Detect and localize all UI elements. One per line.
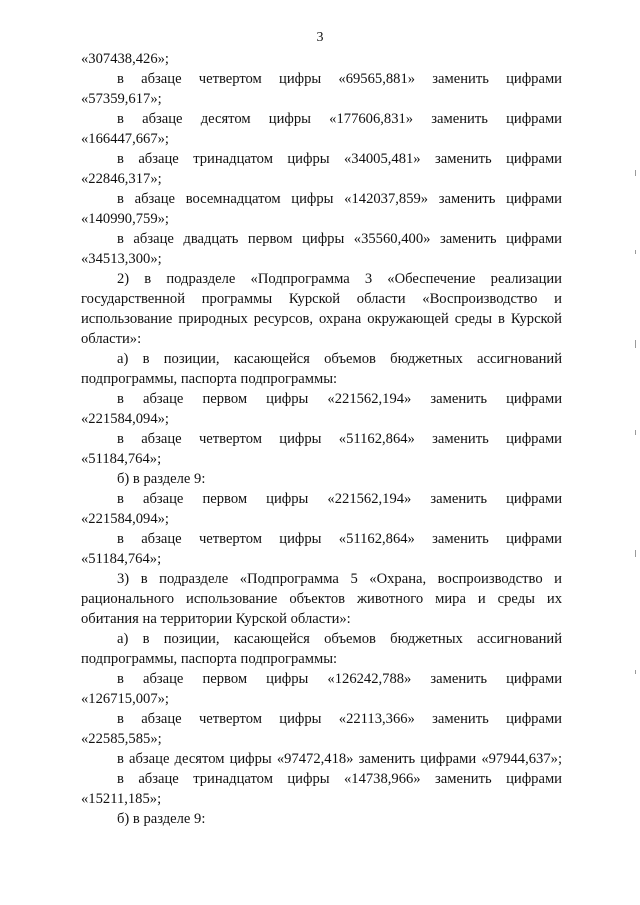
text-line: 2) в подразделе «Подпрограмма 3 «Обеспечение реализации [117,271,562,287]
text-line: в абзаце восемнадцатом цифры «142037,859» заменить цифрами [117,191,562,207]
text-line: в абзаце первом цифры «221562,194» заменить цифрами [117,391,562,407]
text-line: в абзаце десятом цифры «177606,831» заменить цифрами [117,111,562,127]
text-line: в абзаце четвертом цифры «51162,864» заменить цифрами [117,531,562,547]
text-line: в абзаце четвертом цифры «22113,366» заменить цифрами [117,711,562,727]
text-line: в абзаце десятом цифры «97472,418» заменить цифрами «97944,637»; [117,751,562,767]
text-line: «34513,300»; [81,251,162,267]
text-line: использование природных ресурсов, охрана окружающей среды в Курской [81,311,562,327]
text-line: б) в разделе 9: [117,811,206,827]
text-line: «51184,764»; [81,451,162,467]
text-line: 3) в подразделе «Подпрограмма 5 «Охрана, воспроизводство и [117,571,562,587]
text-line: «221584,094»; [81,511,169,527]
text-line: «221584,094»; [81,411,169,427]
text-line: «166447,667»; [81,131,169,147]
text-line: области»: [81,331,142,347]
text-line: в абзаце первом цифры «221562,194» заменить цифрами [117,491,562,507]
text-line: «22846,317»; [81,171,162,187]
text-line: «51184,764»; [81,551,162,567]
text-line: в абзаце тринадцатом цифры «14738,966» заменить цифрами [117,771,562,787]
scan-edge-marks [635,130,637,730]
text-line: «15211,185»; [81,791,162,807]
text-line: в абзаце тринадцатом цифры «34005,481» заменить цифрами [117,151,562,167]
text-line: в абзаце четвертом цифры «69565,881» заменить цифрами [117,71,562,87]
text-line: в абзаце двадцать первом цифры «35560,400» заменить цифрами [117,231,562,247]
text-line: подпрограммы, паспорта подпрограммы: [81,371,338,387]
text-line: в абзаце первом цифры «126242,788» заменить цифрами [117,671,562,687]
text-line: в абзаце четвертом цифры «51162,864» заменить цифрами [117,431,562,447]
text-line: а) в позиции, касающейся объемов бюджетных ассигнований [117,351,562,367]
text-line: а) в позиции, касающейся объемов бюджетных ассигнований [117,631,562,647]
text-line: «57359,617»; [81,91,162,107]
text-line: государственной программы Курской области «Воспроизводство и [81,291,562,307]
text-line: подпрограммы, паспорта подпрограммы: [81,651,338,667]
text-line: обитания на территории Курской области»: [81,611,351,627]
page-number: 3 [316,30,324,45]
text-line: «126715,007»; [81,691,169,707]
text-line: «140990,759»; [81,211,169,227]
text-line: «307438,426»; [81,51,169,67]
document-body [81,49,562,829]
text-line: б) в разделе 9: [117,471,206,487]
text-line: рационального использование объектов животного мира и среды их [81,591,562,607]
text-line: «22585,585»; [81,731,162,747]
